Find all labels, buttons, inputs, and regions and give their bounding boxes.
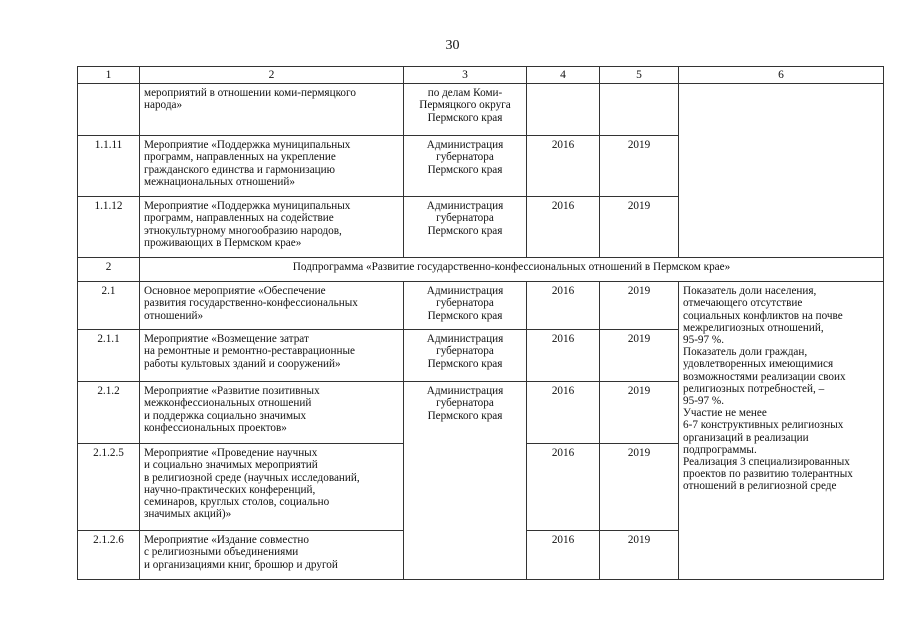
measure-description: Мероприятие «Поддержка муниципальных программ, направленных на укрепление гражданского единства и гармонизацию межнациональных отношений» (140, 136, 404, 197)
end-year: 2019 (600, 531, 679, 580)
measure-description: Мероприятие «Возмещение затрат на ремонтные и ремонтно-реставрационные работы культовых зданий и сооружений» (140, 330, 404, 382)
column-header-1: 1 (78, 67, 140, 84)
indicator-line: организаций в реализации (683, 431, 809, 444)
column-header-6: 6 (679, 67, 884, 84)
row-number (78, 84, 140, 136)
column-header-5: 5 (600, 67, 679, 84)
page-number: 30 (445, 38, 460, 53)
subprogram-title: Подпрограмма «Развитие государственно-конфессиональных отношений в Пермском крае» (140, 258, 884, 282)
subprogram-row (78, 258, 884, 282)
start-year: 2016 (527, 330, 600, 382)
indicator-line: отмечающего отсутствие (683, 297, 803, 310)
subprogram-number: 2 (78, 258, 140, 282)
start-year: 2016 (527, 197, 600, 258)
start-year: 2016 (527, 282, 600, 330)
indicator-line: Участие не менее (683, 407, 767, 420)
indicator-line: удовлетворенных имеющимися (683, 358, 834, 371)
start-year: 2016 (527, 382, 600, 444)
indicator-line: религиозных потребностей, – (683, 382, 825, 395)
indicator-line: проектов по развитию толерантных (683, 468, 853, 481)
indicator-line: Реализация 3 специализированных (683, 456, 850, 469)
end-year (600, 84, 679, 136)
row-number: 2.1 (78, 282, 140, 330)
executor: Администрация губернатора Пермского края (404, 136, 527, 197)
start-year: 2016 (527, 444, 600, 531)
executor: Администрация губернатора Пермского края (404, 197, 527, 258)
measure-description: Мероприятие «Поддержка муниципальных программ, направленных на содействие этнокультурному многообразию народов, проживающих в Пермском крае» (140, 197, 404, 258)
row-number: 2.1.2.6 (78, 531, 140, 580)
end-year: 2019 (600, 136, 679, 197)
indicator-cell-empty (679, 84, 884, 258)
indicator-line: Показатель доли населения, (683, 285, 817, 298)
column-header-4: 4 (527, 67, 600, 84)
end-year: 2019 (600, 282, 679, 330)
indicator-line: отношений в религиозной среде (683, 480, 837, 493)
indicator-line: возможностями реализации своих (683, 370, 846, 383)
row-number: 2.1.2 (78, 382, 140, 444)
indicator-line: подпрограммы. (683, 443, 757, 456)
end-year: 2019 (600, 382, 679, 444)
end-year: 2019 (600, 330, 679, 382)
row-number: 2.1.1 (78, 330, 140, 382)
executor: Администрация губернатора Пермского края (404, 382, 527, 580)
measure-description: Мероприятие «Развитие позитивных межконфессиональных отношений и поддержка социально значимых конфессиональных проектов» (140, 382, 404, 444)
measure-description: мероприятий в отношении коми-пермяцкого народа» (140, 84, 404, 136)
table-row (78, 282, 884, 330)
measure-description: Основное мероприятие «Обеспечение развития государственно-конфессиональных отношений» (140, 282, 404, 330)
measure-description: Мероприятие «Проведение научных и социально значимых мероприятий в религиозной среде (научных исследований, научно-практических конференций, семинаров, круглых столов, социально значимых акций)» (140, 444, 404, 531)
indicator-line: 6-7 конструктивных религиозных (683, 419, 844, 432)
indicators-cell (679, 282, 884, 580)
end-year: 2019 (600, 444, 679, 531)
start-year (527, 84, 600, 136)
executor: по делам Коми- Пермяцкого округа Пермского края (404, 84, 527, 136)
row-number: 1.1.11 (78, 136, 140, 197)
start-year: 2016 (527, 531, 600, 580)
column-header-3: 3 (404, 67, 527, 84)
indicator-line: 95-97 %. (683, 395, 725, 408)
table-row (78, 84, 884, 136)
indicator-line: социальных конфликтов на почве (683, 309, 843, 322)
measure-description: Мероприятие «Издание совместно с религиозными объединениями и организациями книг, брошюр и другой (140, 531, 404, 580)
indicator-line: межрелигиозных отношений, (683, 321, 824, 334)
action-plan-table (77, 66, 884, 580)
column-header-2: 2 (140, 67, 404, 84)
executor: Администрация губернатора Пермского края (404, 330, 527, 382)
row-number: 1.1.12 (78, 197, 140, 258)
end-year: 2019 (600, 197, 679, 258)
indicator-line: 95-97 %. (683, 334, 725, 347)
start-year: 2016 (527, 136, 600, 197)
executor: Администрация губернатора Пермского края (404, 282, 527, 330)
indicator-line: Показатель доли граждан, (683, 346, 808, 359)
row-number: 2.1.2.5 (78, 444, 140, 531)
column-number-row (78, 67, 884, 84)
